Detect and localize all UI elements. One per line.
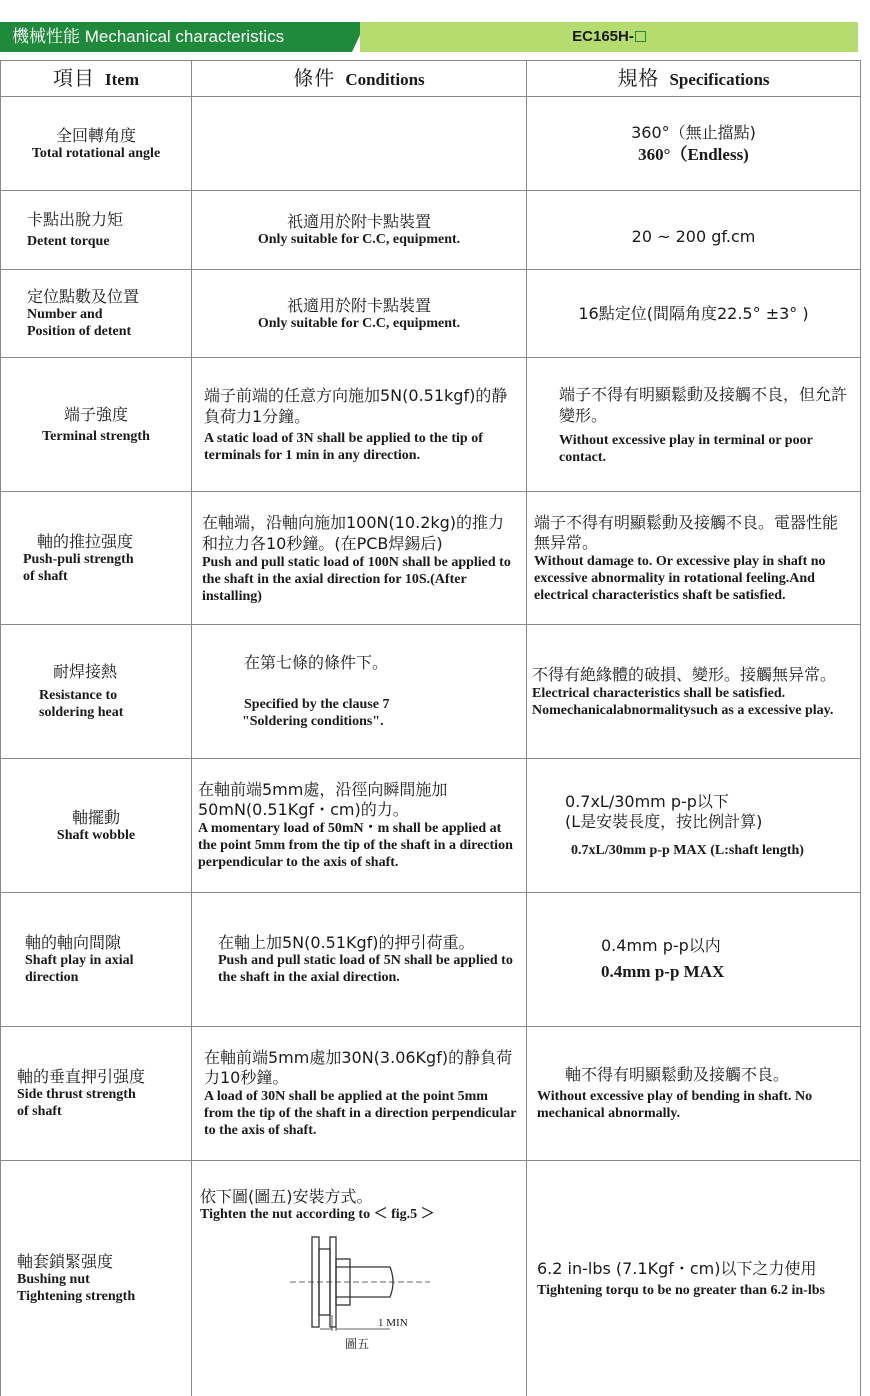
table-row [1, 358, 861, 492]
item-en-line2: of shaft [17, 1104, 62, 1119]
item-zh: 軸套鎖緊强度 [17, 1252, 114, 1271]
spec-cell [527, 759, 861, 893]
column-header-specifications [527, 61, 861, 97]
cond-en-line2: "Soldering conditions". [242, 714, 384, 729]
spec-cell [527, 270, 861, 358]
header-cond-en: Conditions [345, 69, 425, 89]
table-row [1, 492, 861, 625]
item-en: Terminal strength [42, 428, 150, 444]
fig5-nut-diagram [290, 1229, 440, 1351]
spec-zh: 360°（無止擋點) [631, 122, 756, 142]
header-spec-zh: 規格 [617, 65, 660, 90]
cond-en: A momentary load of 50mN・m shall be applied at the point 5mm from the tip of the shaft in a direction perpendicular to the axis of shaft. [198, 821, 513, 870]
spec-cell [527, 97, 861, 191]
spec-cell [527, 625, 861, 759]
spec-zh-line2: (L是安裝長度，按比例計算) [565, 812, 763, 831]
table-row [1, 1161, 861, 1396]
header-spec-en: Specifications [669, 69, 770, 89]
spec-cell [527, 358, 861, 492]
item-zh: 軸的垂直押引强度 [17, 1067, 146, 1086]
section-title-bar [0, 22, 352, 52]
table-row [1, 191, 861, 270]
item-en: Side thrust strength [17, 1087, 136, 1102]
conditions-cell [192, 759, 527, 893]
spec-cell [527, 191, 861, 270]
cond-zh: 依下圖(圖五)安裝方式。 [200, 1187, 373, 1206]
cond-en: Only suitable for C.C, equipment. [257, 232, 461, 247]
spec-zh: 6.2 in-lbs (7.1Kgf・cm)以下之力使用 [537, 1258, 817, 1278]
section-title: 機械性能 Mechanical characteristics [12, 27, 285, 46]
cond-zh: 祇適用於附卡點裝置 [286, 212, 431, 231]
cond-en: Tighten the nut according to ＜ fig.5 ＞ [200, 1207, 435, 1222]
item-cell [1, 97, 192, 191]
spec-en: Tightening torqu to be no greater than 6.2 in-lbs [537, 1282, 825, 1298]
spec-en: Electrical characteristics shall be satisfied. Nomechanicalabnormalitysuch as a excessive play. [532, 685, 834, 718]
spec-en: Without excessive play in terminal or poor contact. [559, 432, 813, 465]
item-zh: 軸的推拉强度 [37, 531, 134, 551]
item-zh: 定位點數及位置 [27, 287, 140, 306]
cond-zh: 在軸端，沿軸向施加100N(10.2kg)的推力和拉力各10秒鐘。(在PCB焊錫后) [202, 512, 505, 553]
spec-en: Without damage to. Or excessive play in shaft no excessive abnormality in rotational feeling.And electrical characteristics shaft be satisfied. [534, 553, 826, 603]
spec-en: 0.7xL/30mm p-p MAX (L:shaft length) [571, 843, 804, 858]
item-en: Shaft play in axial [25, 953, 134, 968]
table-header-row [1, 61, 861, 97]
column-header-conditions [192, 61, 527, 97]
conditions-cell [192, 1027, 527, 1161]
item-zh: 卡點出脫力矩 [27, 210, 124, 229]
model-number: EC165H- [572, 28, 634, 45]
item-en: Detent torque [27, 234, 110, 249]
spec-cell [527, 492, 861, 625]
spec-zh: 20 ~ 200 gf.cm [631, 226, 756, 246]
cond-en: Push and pull static load of 100N shall be applied to the shaft in the axial direction for 10S.(After installing) [202, 554, 511, 604]
item-en-line2: of shaft [23, 568, 68, 584]
cond-zh: 在軸前端5mm處加30N(3.06Kgf)的静負荷力10秒鐘。 [204, 1048, 513, 1087]
model-bar [360, 22, 858, 52]
header-item-en: Item [105, 69, 139, 89]
table-row [1, 270, 861, 358]
table-row [1, 759, 861, 893]
item-en: Push-puli strength [23, 551, 134, 567]
item-cell [1, 625, 192, 759]
spec-cell [527, 893, 861, 1027]
spec-zh: 16點定位(間隔角度22.5° ±3° ) [578, 304, 809, 323]
spec-zh: 0.7xL/30mm p-p以下 [565, 792, 729, 811]
cond-zh: 在軸上加5N(0.51Kgf)的押引荷重。 [218, 933, 475, 952]
conditions-cell [192, 1161, 527, 1396]
item-cell [1, 358, 192, 492]
item-zh: 軸的軸向間隙 [25, 933, 122, 952]
table-row [1, 1027, 861, 1161]
spec-cell [527, 1027, 861, 1161]
spec-cell [527, 1161, 861, 1396]
header-item-zh: 項目 [53, 65, 95, 90]
spec-zh: 不得有絶緣體的破損、變形。接觸無异常。 [532, 664, 837, 684]
cond-zh: 在軸前端5mm處，沿徑向瞬間施加50mN(0.51Kgf・cm)的力。 [198, 780, 448, 819]
spec-zh: 0.4mm p-p以内 [601, 936, 721, 955]
conditions-cell [192, 625, 527, 759]
item-zh: 耐焊接熱 [53, 662, 118, 681]
item-en: Resistance to [39, 688, 118, 703]
cond-en: Push and pull static load of 5N shall be applied to the shaft in the axial direction. [218, 953, 513, 985]
item-en-line2: Tightening strength [17, 1289, 136, 1304]
conditions-cell [192, 893, 527, 1027]
fig-caption: 圖五 [345, 1337, 370, 1351]
item-cell [1, 191, 192, 270]
mechanical-spec-table [0, 60, 861, 1396]
conditions-cell [192, 97, 527, 191]
item-en: Total rotational angle [31, 145, 161, 161]
spec-zh: 端子不得有明顯鬆動及接觸不良。電器性能無异常。 [534, 512, 839, 552]
fig-dimension-label: 1 MIN [378, 1317, 408, 1329]
item-cell [1, 1027, 192, 1161]
spec-en: 0.4mm p-p MAX [601, 962, 725, 981]
variant-box-icon [635, 31, 646, 42]
table-row [1, 625, 861, 759]
item-en: Shaft wobble [56, 827, 136, 843]
column-header-item [1, 61, 192, 97]
item-cell [1, 759, 192, 893]
item-cell [1, 1161, 192, 1396]
item-en-line2: soldering heat [39, 705, 124, 720]
header-cond-zh: 條件 [293, 65, 336, 90]
item-cell [1, 893, 192, 1027]
item-zh: 全回轉角度 [55, 125, 136, 145]
conditions-cell [192, 191, 527, 270]
spec-en: 360°（Endless) [638, 144, 749, 164]
item-en: Bushing nut [17, 1272, 90, 1287]
cond-en: Only suitable for C.C, equipment. [257, 315, 461, 331]
table-row [1, 97, 861, 191]
conditions-cell [192, 358, 527, 492]
item-cell [1, 270, 192, 358]
cond-zh: 祇適用於附卡點裝置 [286, 295, 431, 315]
cond-en: Specified by the clause 7 [244, 697, 390, 712]
item-cell [1, 492, 192, 625]
cond-en: A static load of 3N shall be applied to the tip of terminals for 1 min in any direction. [204, 431, 483, 463]
cond-en: A load of 30N shall be applied at the point 5mm from the tip of the shaft in a direction perpendicular to the axis of shaft. [204, 1089, 517, 1138]
table-row [1, 893, 861, 1027]
spec-zh: 端子不得有明顯鬆動及接觸不良，但允許變形。 [559, 384, 848, 425]
item-en-line2: Position of detent [27, 324, 132, 339]
bushing-nut-drawing-icon [290, 1229, 440, 1333]
item-zh: 軸擺動 [71, 807, 120, 827]
item-zh: 端子強度 [63, 404, 128, 424]
spec-zh: 軸不得有明顯鬆動及接觸不良。 [565, 1065, 790, 1084]
item-en-line2: direction [25, 970, 79, 985]
conditions-cell [192, 270, 527, 358]
item-en: Number and [27, 307, 103, 322]
conditions-cell [192, 492, 527, 625]
cond-zh: 端子前端的任意方向施加5N(0.51kgf)的静負荷力1分鐘。 [204, 386, 508, 426]
spec-en: Without excessive play of bending in shaft. No mechanical abnormally. [537, 1089, 813, 1121]
cond-zh: 在第七條的條件下。 [244, 653, 389, 672]
